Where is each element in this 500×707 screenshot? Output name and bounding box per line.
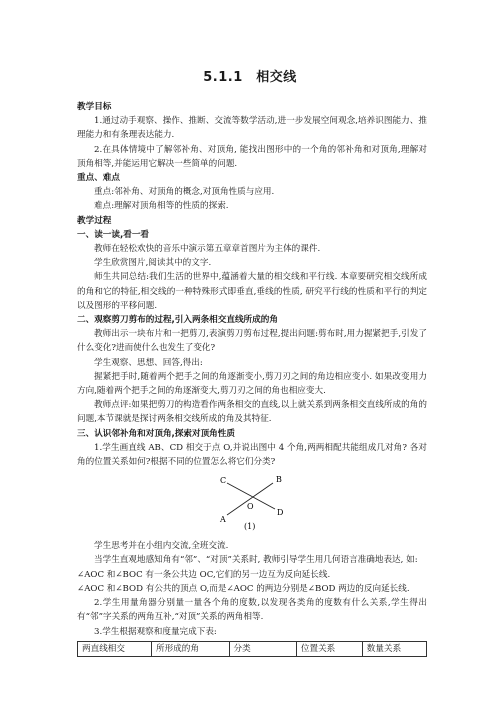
label-d: D: [277, 508, 284, 518]
part1-paragraph: 教师在轻松欢快的音乐中演示第五章章首图片为主体的课件.: [94, 244, 321, 255]
key-point: 重点:邻补角、对顶角的概念,对顶角性质与应用.: [94, 187, 275, 198]
part1-paragraph: 师生共同总结:我们生活的世界中,蕴涵着大量的相交线和平行线. 本章要研究相交线所成的角和它的特征,相交线的一种特殊形式即垂直,垂线的性质, 研究平行线的性质和平行的判定以及图形的平移问题.: [77, 272, 427, 311]
table-header-cell: 所形成的角: [151, 641, 229, 656]
angles-table: [77, 641, 427, 657]
label-a: A: [220, 515, 226, 525]
key-heading: 重点、难点: [77, 173, 120, 184]
table-header-cell: 两直线相交: [78, 641, 152, 656]
part2-paragraph: 教师出示一块布片和一把剪刀,表演剪刀剪布过程,提出问题:剪布时,用力握紧把手,引发了什么变化?进而使什么也发生了变化?: [77, 329, 427, 354]
goals-heading: 教学目标: [77, 102, 112, 112]
label-b: B: [276, 475, 282, 485]
part1-paragraph: 学生欣赏图片,阅读其中的文字.: [94, 258, 212, 269]
label-o: O: [247, 502, 254, 512]
table-header-cell: 分类: [229, 641, 296, 656]
table-header-cell: 位置关系: [296, 641, 362, 656]
intersecting-lines-figure: [77, 471, 427, 535]
table-header-row: [78, 641, 427, 656]
definition-vertical: ∠AOC 和∠BOD 有公共的顶点 O,而是∠AOC 的两边分别是∠BOD 两边的反向延长线.: [77, 583, 410, 594]
part1-heading: 一、读一读,看一看: [77, 229, 150, 240]
difficult-point: 难点:理解对顶角相等的性质的探索.: [94, 201, 229, 212]
part3-question: 1.学生画直线 AB、CD 相交于点 O,并说出图中 4 个角,两两相配共能组成几对角? 各对角的位置关系如何?根据不同的位置怎么将它们分类?: [77, 442, 427, 468]
part3-paragraph: 3.学生根据观察和度量完成下表:: [94, 626, 217, 637]
goal-paragraph: 2.在具体情境中了解邻补角、对顶角, 能找出图形中的一个角的邻补角和对顶角,理解对顶角相等,并能运用它解决一些简单的问题.: [77, 144, 427, 169]
process-heading: 教学过程: [77, 215, 112, 226]
part2-paragraph: 教师点评:如果把剪刀的构造看作两条相交的直线,以上就关系到两条相交直线所成的角的问题,本节课就是探讨两条相交线所成的角及其特征.: [77, 400, 427, 425]
part3-paragraph: 2.学生用量角器分别量一量各个角的度数,以发现各类角的度数有什么关系,学生得出有“邻”字关系的两角互补,“对顶”关系的两角相等.: [77, 598, 427, 623]
part2-paragraph: 学生观察、思想、回答,得出:: [94, 357, 203, 368]
goal-paragraph: 1.通过动手观察、操作、推断、交流等数学活动,进一步发展空间观念,培养识图能力、推理能力和有条理表达能力.: [77, 116, 427, 141]
part3-paragraph: 当学生直观地感知角有“邻”、“对顶”关系时, 教师引导学生用几何语言准确地表达, 如:: [94, 555, 418, 566]
page-title: 5.1.1 相交线: [203, 70, 297, 85]
part3-paragraph: 学生思考并在小组内交流,全班交流.: [94, 541, 229, 552]
document-body: [77, 100, 427, 657]
label-c: C: [220, 476, 227, 486]
table-header-cell: 数量关系: [362, 641, 426, 656]
figure-caption: (1): [244, 522, 256, 532]
part3-heading: 三、认识邻补角和对顶角,探索对顶角性质: [77, 428, 235, 439]
definition-adjacent: ∠AOC 和∠BOC 有一条公共边 OC,它们的另一边互为反向延长线.: [77, 569, 331, 580]
part2-heading: 二、观察剪刀剪布的过程,引入两条相交直线所成的角: [77, 315, 278, 326]
part2-paragraph: 握紧把手时,随着两个把手之间的角逐渐变小,剪刀刃之间的角边相应变小. 如果改变用力方向,随着两个把手之间的角逐渐变大,剪刀刃之间的角也相应变大.: [77, 371, 427, 397]
intersecting-lines-diagram: [217, 471, 297, 533]
